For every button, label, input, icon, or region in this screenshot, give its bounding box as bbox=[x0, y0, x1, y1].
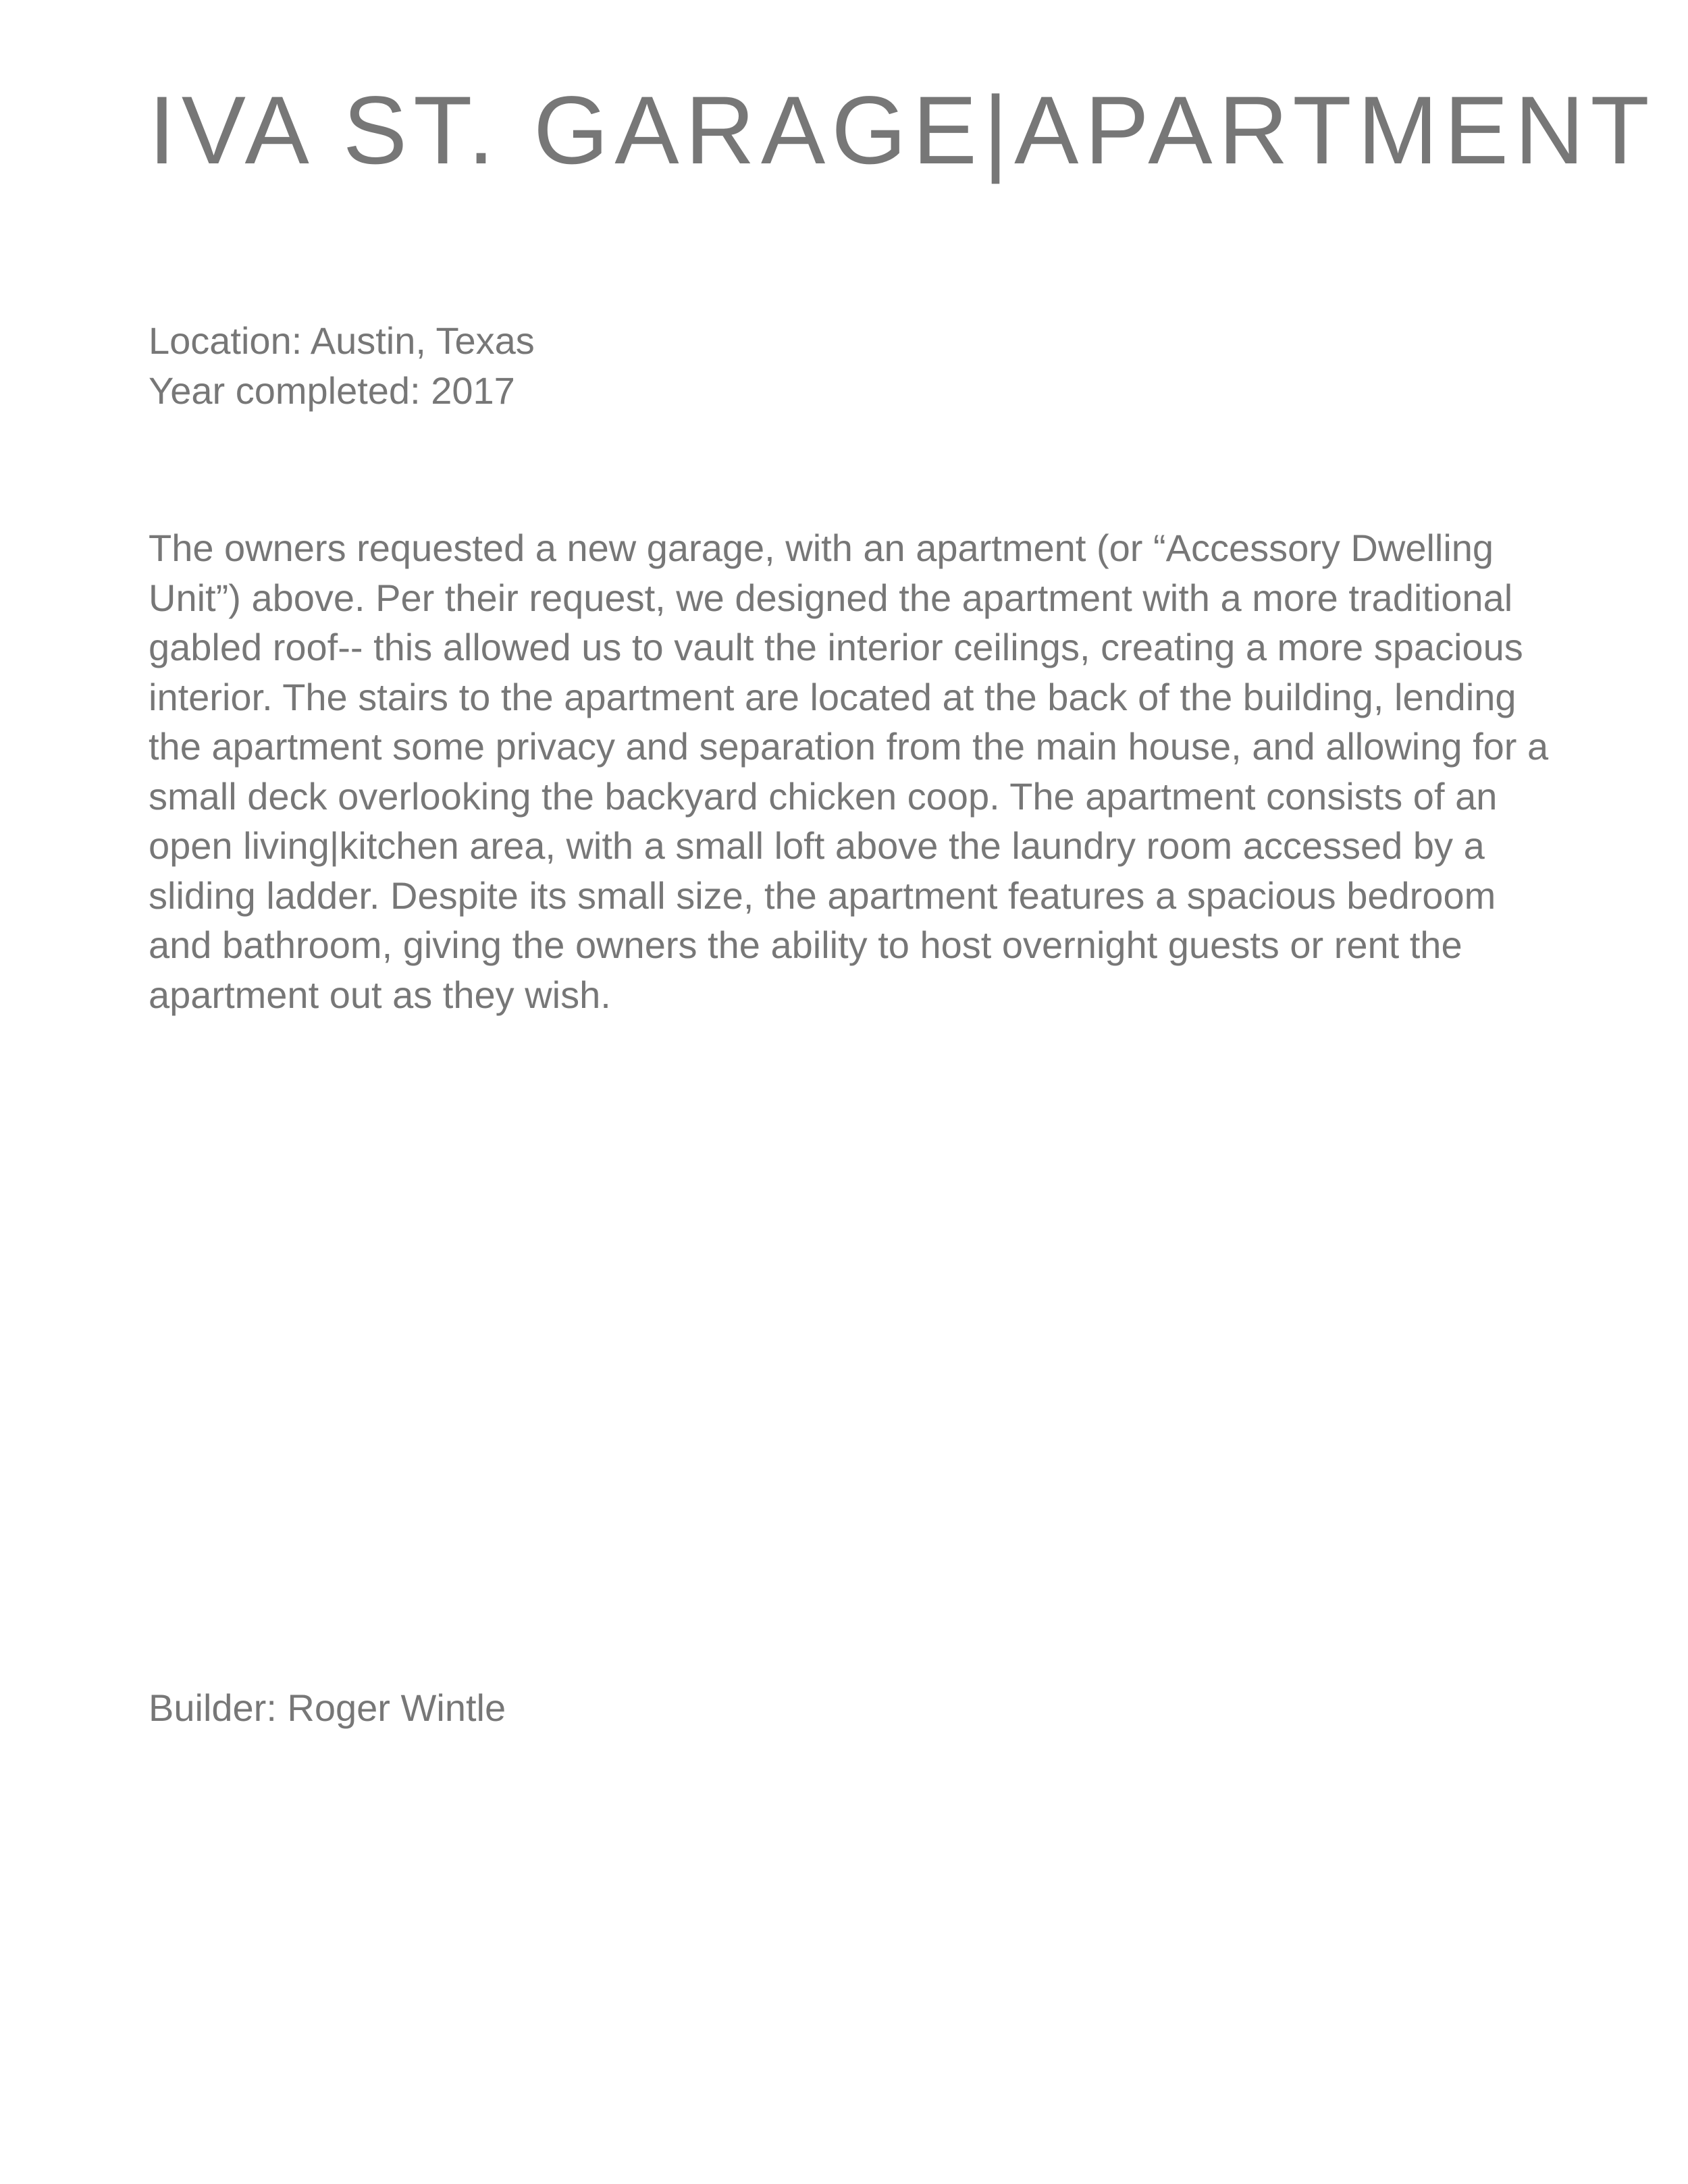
year-completed-text: Year completed: 2017 bbox=[149, 369, 515, 412]
project-description: The owners requested a new garage, with an apartment (or “Accessory Dwelling Unit”) above. Per their request, we designed the apartment with a more traditional gabled roof-- this allowed us to vault the interior ceilings, creating a more spacious interior. The stairs to the apartment are located at the back of the building, lending the apartment some privacy and separation from the main house, and allowing for a small deck overlooking the backyard chicken coop. The apartment consists of an open living|kitchen area, with a small loft above the laundry room accessed by a sliding ladder. Despite its small size, the apartment features a spacious bedroom and bathroom, giving the owners the ability to host overnight guests or rent the apartment out as they wish. bbox=[149, 527, 1549, 1016]
location-text: Location: Austin, Texas bbox=[149, 319, 535, 362]
project-meta bbox=[149, 316, 535, 416]
builder-text: Builder: Roger Wintle bbox=[149, 1686, 506, 1729]
page-title: IVA ST. GARAGE|APARTMENT bbox=[149, 77, 1656, 184]
